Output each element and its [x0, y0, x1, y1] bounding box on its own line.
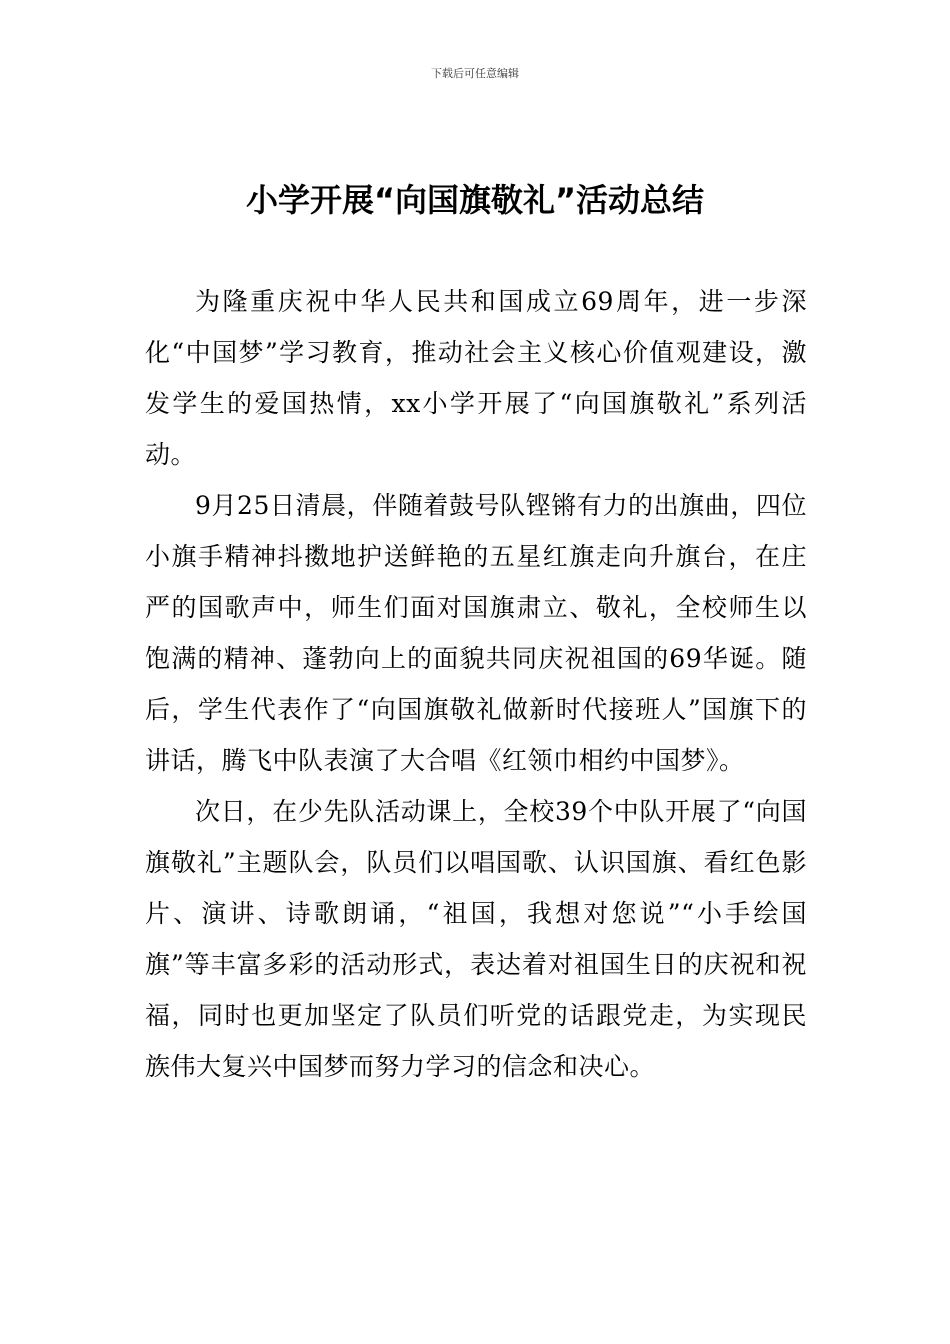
header-note: 下载后可任意编辑	[431, 67, 519, 80]
paragraph-3: 次日，在少先队活动课上，全校39个中队开展了“向国旗敬礼”主题队会，队员们以唱国歌、认识国旗、看红色影片、演讲、诗歌朗诵，“祖国，我想对您说”“小手绘国旗”等丰富多彩的活动形式，表达着对祖国生日的庆祝和祝福，同时也更加坚定了队员们听党的话跟党走，为实现民族伟大复兴中国梦而努力学习的信念和决心。	[145, 797, 807, 1081]
document-body	[145, 276, 807, 1092]
paragraph-1: 为隆重庆祝中华人民共和国成立69周年，进一步深化“中国梦”学习教育，推动社会主义核心价值观建设，激发学生的爱国热情，xx小学开展了“向国旗敬礼”系列活动。	[145, 287, 807, 469]
paragraph-2: 9月25日清晨，伴随着鼓号队铿锵有力的出旗曲，四位小旗手精神抖擞地护送鲜艳的五星红旗走向升旗台，在庄严的国歌声中，师生们面对国旗肃立、敬礼，全校师生以饱满的精神、蓬勃向上的面貌共同庆祝祖国的69华诞。随后，学生代表作了“向国旗敬礼做新时代接班人”国旗下的讲话，腾飞中队表演了大合唱《红领巾相约中国梦》。	[145, 491, 807, 775]
document-title: 小学开展“向国旗敬礼”活动总结	[245, 181, 705, 219]
